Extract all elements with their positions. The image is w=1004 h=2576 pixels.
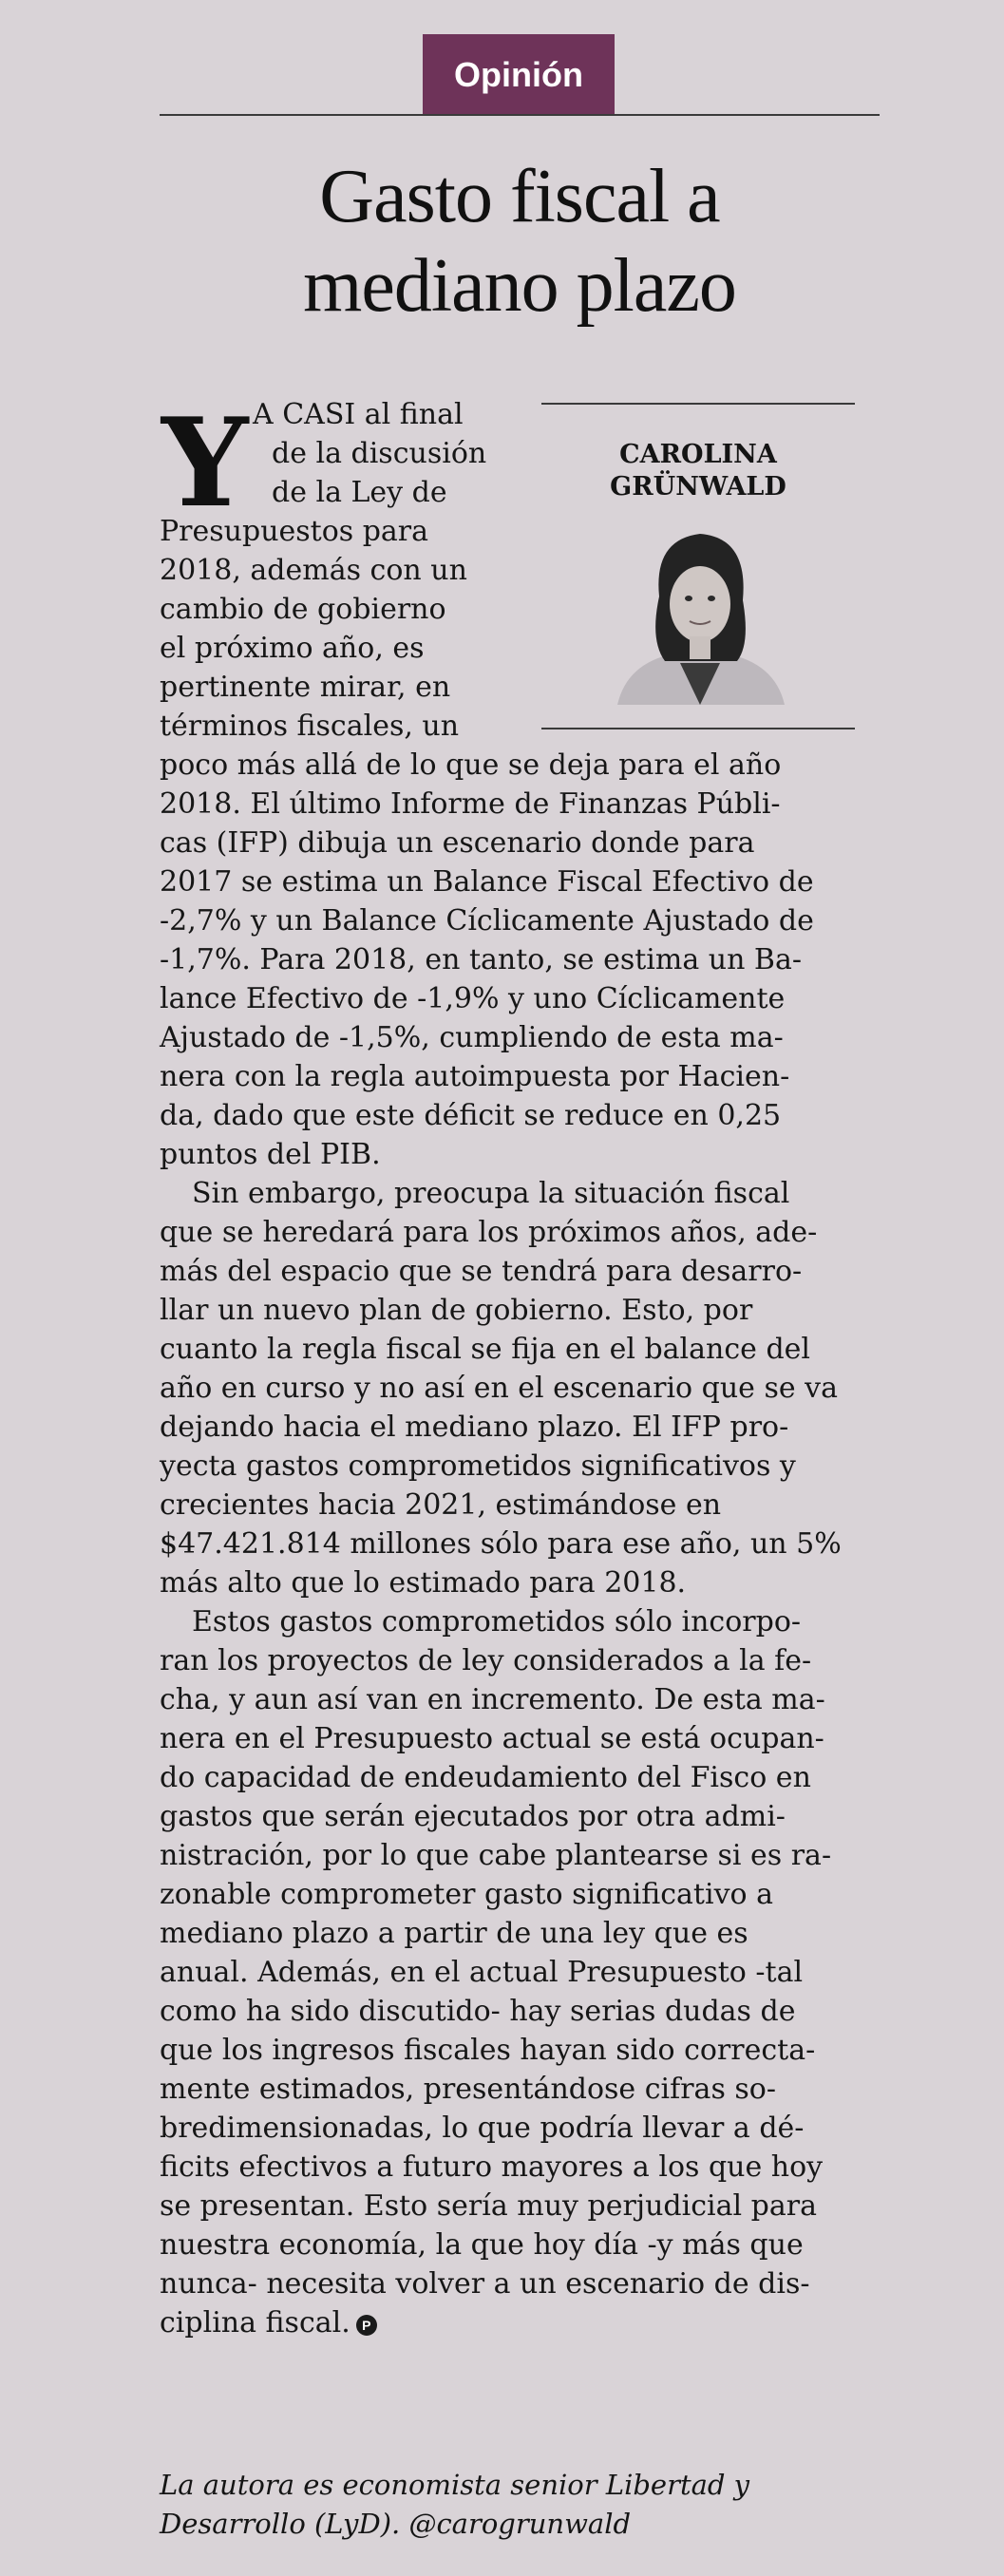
body-line-text: ciplina fiscal.	[160, 2306, 350, 2339]
author-rule-top	[541, 403, 855, 405]
headline	[160, 152, 880, 331]
body-line: año en curso y no así en el escenario que se va	[160, 1372, 838, 1405]
section-tag: Opinión	[423, 34, 615, 116]
body-line: bredimensionadas, lo que podría llevar a dé-	[160, 2112, 805, 2145]
body-line: Sin embargo, preocupa la situación fiscal	[192, 1177, 790, 1210]
body-line: que se heredará para los próximos años, ade-	[160, 1216, 818, 1249]
body-line: ran los proyectos de ley considerados a la fe-	[160, 1644, 812, 1677]
body-line: de la Ley de	[272, 476, 447, 509]
body-line: puntos del PIB.	[160, 1138, 381, 1171]
body-line: Ajustado de -1,5%, cumpliendo de esta ma-	[160, 1021, 784, 1054]
author-rule-bottom	[541, 728, 855, 729]
body-line: nistración, por lo que cabe plantearse si es ra-	[160, 1839, 832, 1872]
body-line: anual. Además, en el actual Presupuesto -tal	[160, 1956, 804, 1989]
body-line: ficits efectivos a futuro mayores a los que hoy	[160, 2150, 824, 2184]
body-line-last	[160, 2303, 842, 2342]
body-line: A CASI al final	[253, 398, 464, 431]
body-line: poco más allá de lo que se deja para el año	[160, 748, 782, 782]
body-line: nera con la regla autoimpuesta por Hacien-	[160, 1060, 790, 1093]
body-line: pertinente mirar, en	[160, 671, 451, 704]
body-line: da, dado que este déficit se reduce en 0,25	[160, 1099, 782, 1132]
body-line: como ha sido discutido- hay serias dudas de	[160, 1995, 796, 2028]
body-line: -1,7%. Para 2018, en tanto, se estima un Ba-	[160, 943, 802, 976]
body-line: yecta gastos comprometidos significativos y	[160, 1449, 796, 1483]
body-line: cha, y aun así van en incremento. De esta ma-	[160, 1683, 825, 1716]
body-line: 2018. El último Informe de Finanzas Públi-	[160, 787, 781, 821]
body-line: gastos que serán ejecutados por otra admi-	[160, 1800, 786, 1833]
author-portrait-icon	[598, 521, 802, 705]
top-divider	[160, 114, 880, 116]
author-byline	[541, 439, 855, 503]
body-line: mente estimados, presentándose cifras so-	[160, 2073, 776, 2106]
body-line: do capacidad de endeudamiento del Fisco en	[160, 1761, 811, 1794]
body-line: 2018, además con un	[160, 554, 467, 587]
body-line: crecientes hacia 2021, estimándose en	[160, 1488, 722, 1522]
body-line: nuestra economía, la que hoy día -y más que	[160, 2228, 804, 2262]
body-line: más del espacio que se tendrá para desarro-	[160, 1255, 803, 1288]
body-line: más alto que lo estimado para 2018.	[160, 1566, 687, 1600]
body-line: llar un nuevo plan de gobierno. Esto, por	[160, 1294, 753, 1327]
author-note-line-2: Desarrollo (LyD). @carogrunwald	[160, 2508, 632, 2540]
body-line: cambio de gobierno	[160, 593, 446, 626]
body-line: lance Efectivo de -1,9% y uno Cíclicamente	[160, 982, 786, 1015]
body-line: $47.421.814 millones sólo para ese año, un 5%	[160, 1527, 842, 1561]
headline-line-2: mediano plazo	[303, 244, 736, 328]
author-note-line-1: La autora es economista senior Libertad y	[160, 2469, 750, 2501]
body-line: se presentan. Esto sería muy perjudicial para	[160, 2189, 817, 2223]
body-line: dejando hacia el mediano plazo. El IFP pro-	[160, 1411, 789, 1444]
headline-line-1: Gasto fiscal a	[319, 155, 720, 238]
body-line: 2017 se estima un Balance Fiscal Efectivo de	[160, 865, 814, 899]
body-line: cuanto la regla fiscal se fija en el balance del	[160, 1333, 810, 1366]
drop-cap: Y	[161, 392, 249, 535]
body-line: zonable comprometer gasto significativo a	[160, 1878, 773, 1911]
author-name-line-2: GRÜNWALD	[610, 472, 786, 502]
body-line: -2,7% y un Balance Cíclicamente Ajustado de	[160, 904, 814, 938]
author-name-line-1: CAROLINA	[619, 440, 777, 469]
body-line: que los ingresos fiscales hayan sido correcta-	[160, 2034, 816, 2067]
body-line: términos fiscales, un	[160, 710, 460, 743]
body-line: cas (IFP) dibuja un escenario donde para	[160, 826, 755, 860]
body-line: el próximo año, es	[160, 632, 425, 665]
body-line: de la discusión	[272, 437, 487, 470]
body-line: Presupuestos para	[160, 515, 429, 548]
body-line: Estos gastos comprometidos sólo incorpo-	[192, 1605, 802, 1638]
body-line: nera en el Presupuesto actual se está ocupan-	[160, 1722, 824, 1755]
body-line: mediano plazo a partir de una ley que es	[160, 1917, 748, 1950]
body-line: nunca- necesita volver a un escenario de dis-	[160, 2267, 810, 2301]
body-wide-column	[160, 746, 842, 2342]
author-note	[160, 2466, 881, 2544]
body-narrow-column	[160, 392, 487, 746]
end-mark-icon: P	[356, 2315, 377, 2336]
